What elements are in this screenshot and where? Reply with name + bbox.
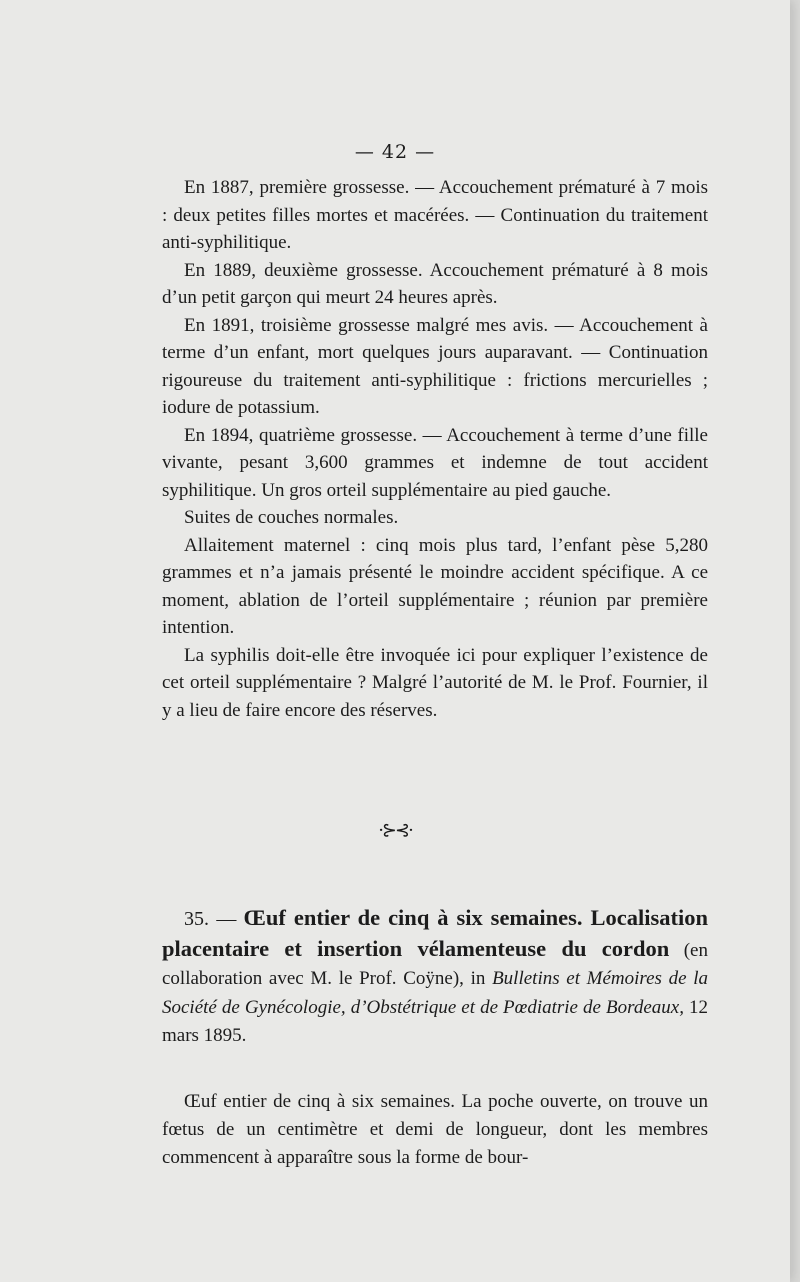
paragraph: En 1894, quatrième grossesse. — Accouchement à terme d’une fille vivante, pesant 3,600 grammes et indemne de tout accident syphilitique. Un gros orteil supplémentaire au pied gauche.	[162, 424, 708, 501]
paragraph: La syphilis doit-elle être invoquée ici pour expliquer l’existence de cet orteil supplémentaire ? Malgré l’autorité de M. le Prof. Fournier, il y a lieu de faire encore des réserves.	[162, 644, 708, 721]
paragraph: Œuf entier de cinq à six semaines. La poche ouverte, on trouve un fœtus de un centimètre et demi de longueur, dont les membres commencent à apparaître sous la forme de bour-	[162, 1091, 708, 1168]
paragraph: En 1891, troisième grossesse malgré mes avis. — Accouchement à terme d’un enfant, mort quelques jours auparavant. — Continuation rigoureuse du traitement anti-syphilitique : frictions mercurielles ; iodure de potassium.	[162, 314, 708, 418]
paragraph: En 1887, première grossesse. — Accouchement prématuré à 7 mois : deux petites filles mortes et macérées. — Continuation du traitement anti-syphilitique.	[162, 177, 708, 253]
section-ornament: ·⊱⊰·	[378, 820, 412, 841]
entry-description	[162, 1088, 708, 1172]
entry-heading	[162, 904, 708, 1051]
paragraph: Suites de couches normales.	[184, 507, 399, 528]
bibliography-entry	[162, 904, 708, 1051]
body-text	[162, 174, 708, 724]
page-number: — 42 —	[354, 141, 436, 163]
paragraph: En 1889, deuxième grossesse. Accouchement prématuré à 8 mois d’un petit garçon qui meurt 24 heures après.	[162, 259, 708, 308]
entry-number: 35. —	[184, 908, 237, 930]
entry-publication: Bulletins et Mémoires de la Société de Gynécologie, d’Obstétrique et de Pœdiatrie de Bordeaux,	[162, 968, 709, 1018]
entry-date: 12 mars 1895.	[162, 996, 709, 1046]
entry-title: Œuf entier de cinq à six semaines. Localisation placentaire et insertion vélamenteuse du cordon	[162, 905, 709, 961]
entry-collaboration: (en collaboration avec M. le Prof. Coÿne), in	[162, 939, 708, 989]
paragraph: Allaitement maternel : cinq mois plus tard, l’enfant pèse 5,280 grammes et n’a jamais présenté le moindre accident spécifique. A ce moment, ablation de l’orteil supplémentaire ; réunion par première intention.	[162, 534, 708, 638]
